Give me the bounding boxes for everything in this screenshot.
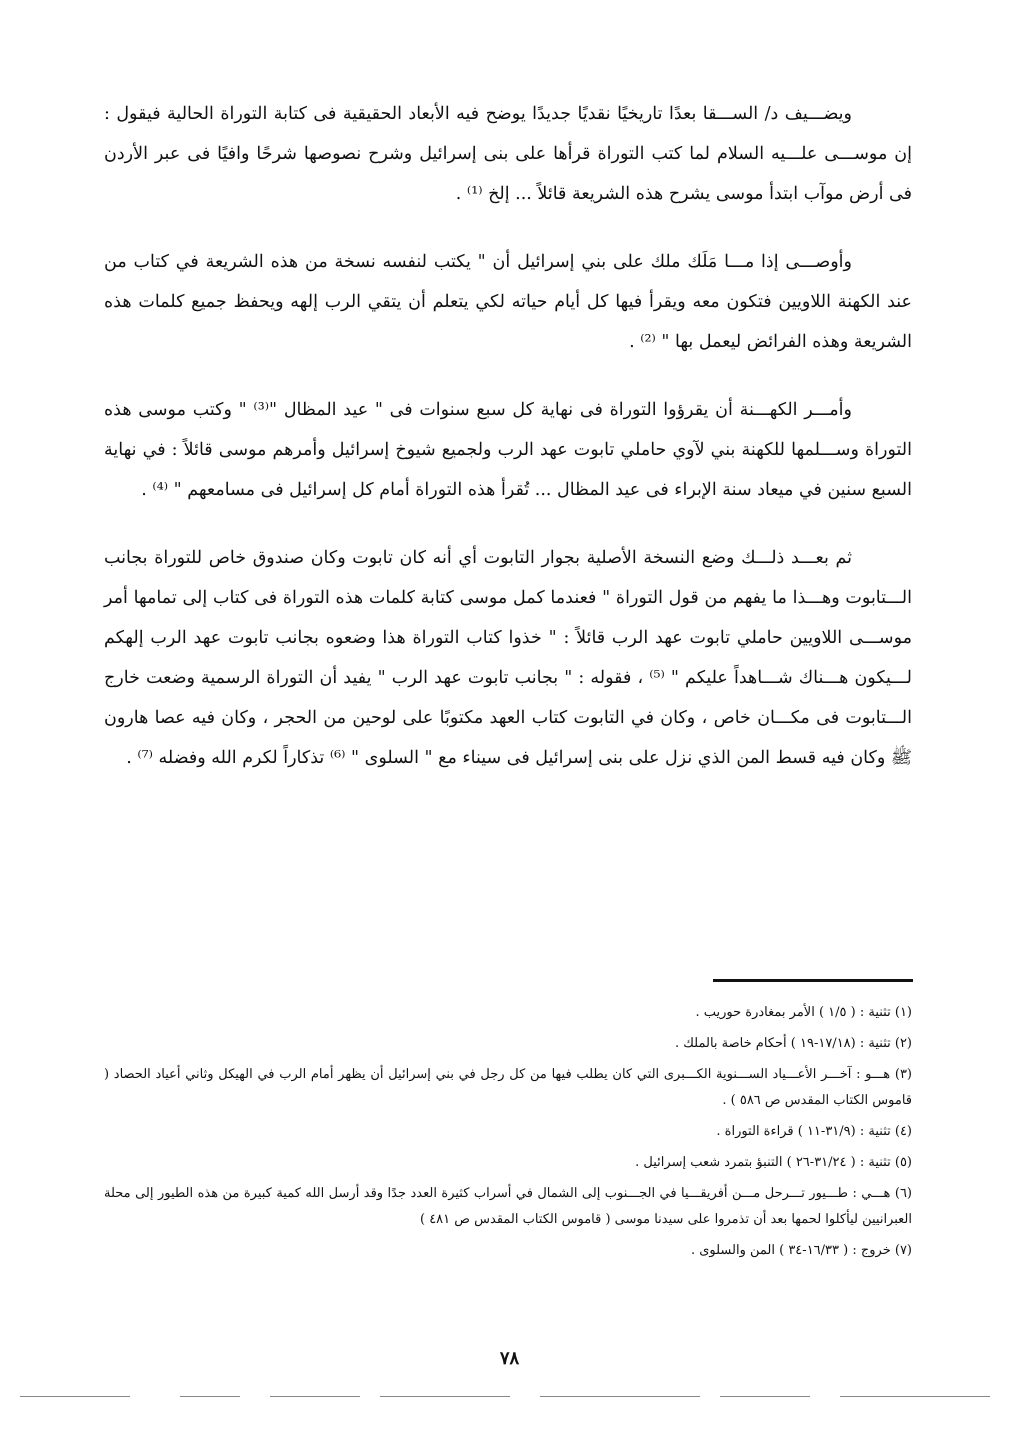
footnote-7: (٧) خروج : ( ١٦/٣٣-٣٤ ) المن والسلوى .	[690, 1243, 912, 1258]
footnote-2: (٢) تثنية : (١٧/١٨-١٩ ) أحكام خاصة بالملك .	[674, 1036, 912, 1051]
footnote-5: (٥) تثنية : ( ٣١/٢٤-٢٦ ) التنبؤ بتمرد شعب إسرائيل .	[635, 1155, 912, 1170]
paragraph-3: وأمـــر الكهـــنة أن يقرؤوا التوراة فى نهاية كل سبع سنوات فى " عيد المظال "⁽³⁾ " وكتب موسى هذه التوراة وســـلمها للكهنة بني لآوي حاملي تابوت عهد الرب ولجميع شيوخ إسرائيل وأمرهم موسى قائلاً : في نهاية السبع سنين في ميعاد سنة الإبراء فى عيد المظال ... تُقرأ هذه التوراة أمام كل إسرائيل فى مسامعهم " ⁽⁴⁾ .	[104, 400, 912, 500]
footnote-1: (١) تثنية : ( ١/٥ ) الأمر بمغادرة حوريب .	[695, 1005, 912, 1020]
footnotes	[104, 1000, 912, 1269]
footnote-6: (٦) هـــي : طـــيور تـــرحل مـــن أفريقـــيا في الجـــنوب إلى الشمال في أسراب كثيرة العدد جدًا وقد أرسل الله كمية كبيرة من هذه الطيور إلى محلة العبرانيين ليأكلوا لحمها بعد أن تذمروا على سيدنا موسى ( قاموس الكتاب المقدس ص ٤٨١ )	[104, 1186, 912, 1227]
main-text	[104, 94, 912, 806]
paragraph-4: ثم بعـــد ذلـــك وضع النسخة الأصلية بجوار التابوت أي أنه كان تابوت وكان صندوق خاص للتوراة بجانب الـــتابوت وهـــذا ما يفهم من قول التوراة " فعندما كمل موسى كتابة كلمات هذه التوراة فى كتاب إلى تمامها أمر موســـى اللاويين حاملي تابوت عهد الرب قائلاً : " خذوا كتاب التوراة هذا وضعوه بجانب تابوت عهد الرب إلهكم لـــيكون هـــناك شـــاهداً عليكم " ⁽⁵⁾ ، فقوله : " بجانب تابوت عهد الرب " يفيد أن التوراة الرسمية وضعت خارج الـــتابوت فى مكـــان خاص ، وكان في التابوت كتاب العهد مكتوبًا على لوحين من الحجر ، وكان فيه عصا هارون ﷺ وكان فيه قسط المن الذي نزل على بنى إسرائيل فى سيناء مع " السلوى " ⁽⁶⁾ تذكاراً لكرم الله وفضله ⁽⁷⁾ .	[104, 548, 913, 768]
page-number: ٧٨	[499, 1348, 520, 1369]
footnote-4: (٤) تثنية : (٣١/٩-١١ ) قراءة التوراة .	[716, 1124, 912, 1139]
paragraph-2: وأوصـــى إذا مـــا مَلَك ملك على بني إسرائيل أن " يكتب لنفسه نسخة من هذه الشريعة في كتاب من عند الكهنة اللاويين فتكون معه ويقرأ فيها كل أيام حياته لكي يتعلم أن يتقي الرب إلهه ويحفظ جميع كلمات هذه الشريعة وهذه الفرائض ليعمل بها " ⁽²⁾ .	[104, 252, 912, 352]
scan-edge-marks	[20, 1396, 1000, 1398]
footnote-3: (٣) هـــو : آخـــر الأعـــياد الســـنوية الكـــبرى التي كان يطلب فيها من كل رجل في بني إسرائيل أن يظهر أمام الرب في الهيكل وثاني أعياد الحصاد ( قاموس الكتاب المقدس ص ٥٨٦ ) .	[104, 1067, 912, 1108]
paragraph-1: ويضـــيف د/ الســـقا بعدًا تاريخيًا نقديًا جديدًا يوضح فيه الأبعاد الحقيقية فى كتابة التوراة الحالية فيقول : إن موســـى علـــيه السلام لما كتب التوراة قرأها على بنى إسرائيل وشرح نصوصها شرحًا وافيًا فى عبر الأردن فى أرض موآب ابتدأ موسى يشرح هذه الشريعة قائلاً ... إلخ ⁽¹⁾ .	[104, 104, 912, 204]
footnote-separator	[713, 979, 913, 982]
